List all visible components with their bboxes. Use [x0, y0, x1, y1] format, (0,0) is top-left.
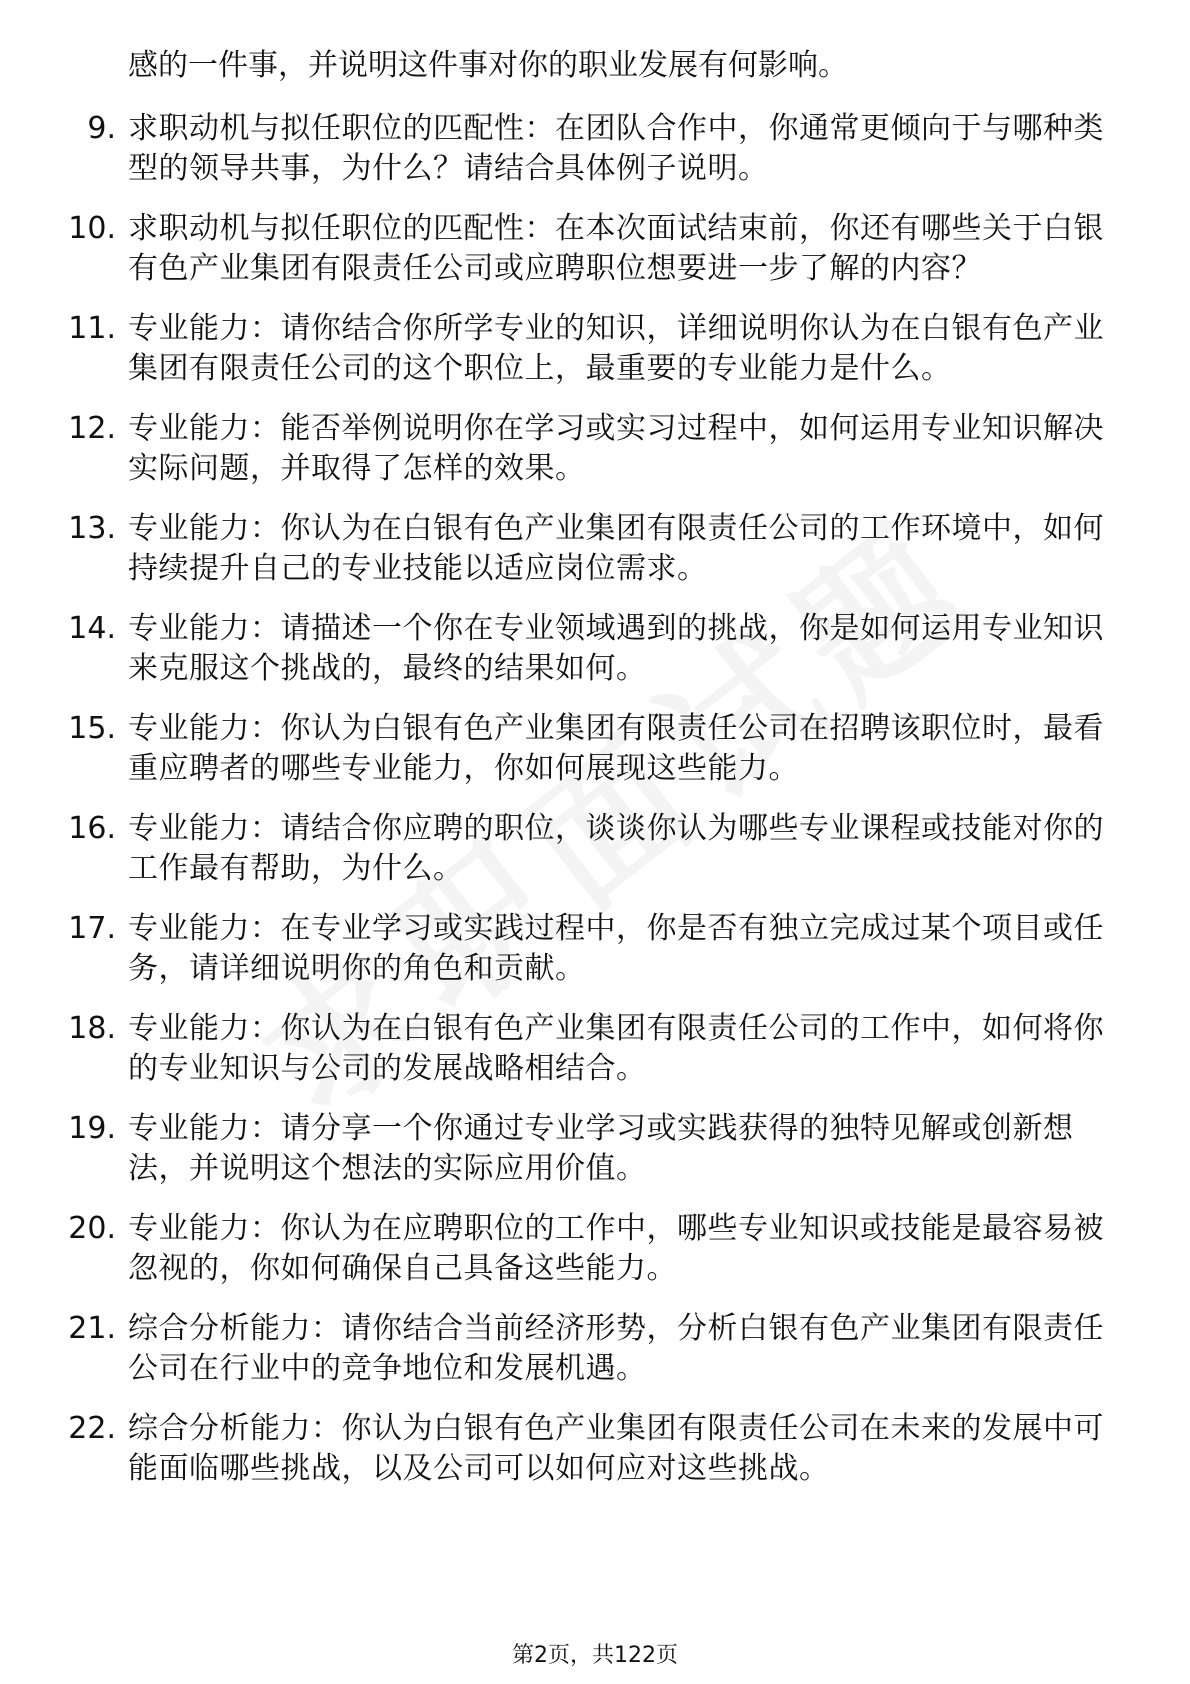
- question-text: 专业能力：你认为在白银有色产业集团有限责任公司的工作中，如何将你的专业知识与公司的发展战略相结合。: [128, 1011, 1104, 1086]
- question-number: 12.: [68, 411, 116, 446]
- question-item-18: [68, 1009, 1118, 1089]
- question-number: 9.: [87, 111, 116, 146]
- question-item-11: [68, 309, 1118, 389]
- question-text: 专业能力：请分享一个你通过专业学习或实践获得的独特见解或创新想法，并说明这个想法的实际应用价值。: [128, 1111, 1074, 1186]
- question-text: 专业能力：你认为在应聘职位的工作中，哪些专业知识或技能是最容易被忽视的，你如何确保自己具备这些能力。: [128, 1211, 1104, 1286]
- question-text: 专业能力：请你结合你所学专业的知识，详细说明你认为在白银有色产业集团有限责任公司的这个职位上，最重要的专业能力是什么。: [128, 311, 1104, 386]
- question-text: 专业能力：你认为白银有色产业集团有限责任公司在招聘该职位时，最看重应聘者的哪些专业能力，你如何展现这些能力。: [128, 711, 1104, 786]
- question-item-12: [68, 409, 1118, 489]
- continuation-text: 感的一件事，并说明这件事对你的职业发展有何影响。: [128, 48, 848, 83]
- question-item-14: [68, 609, 1118, 689]
- question-item-10: [68, 209, 1118, 289]
- question-list: [0, 43, 1190, 1509]
- question-item-21: [68, 1309, 1118, 1389]
- question-number: 16.: [68, 811, 116, 846]
- question-number: 10.: [68, 211, 116, 246]
- question-number: 13.: [68, 511, 116, 546]
- question-number: 15.: [68, 711, 116, 746]
- question-text: 综合分析能力：请你结合当前经济形势，分析白银有色产业集团有限责任公司在行业中的竞争地位和发展机遇。: [128, 1311, 1104, 1386]
- question-number: 11.: [68, 311, 116, 346]
- question-text: 专业能力：在专业学习或实践过程中，你是否有独立完成过某个项目或任务，请详细说明你的角色和贡献。: [128, 911, 1104, 986]
- question-number: 17.: [68, 911, 116, 946]
- question-item-9: [87, 109, 1118, 189]
- question-item-22: [68, 1409, 1118, 1489]
- question-number: 21.: [68, 1311, 116, 1346]
- question-number: 18.: [68, 1011, 116, 1046]
- question-text: 专业能力：请描述一个你在专业领域遇到的挑战，你是如何运用专业知识来克服这个挑战的，最终的结果如何。: [128, 611, 1104, 686]
- question-text: 求职动机与拟任职位的匹配性：在团队合作中，你通常更倾向于与哪种类型的领导共事，为什么？请结合具体例子说明。: [128, 111, 1104, 186]
- question-number: 22.: [68, 1411, 116, 1446]
- question-item-15: [68, 709, 1118, 789]
- question-text: 专业能力：请结合你应聘的职位，谈谈你认为哪些专业课程或技能对你的工作最有帮助，为什么。: [128, 811, 1104, 886]
- question-text: 综合分析能力：你认为白银有色产业集团有限责任公司在未来的发展中可能面临哪些挑战，以及公司可以如何应对这些挑战。: [128, 1411, 1104, 1486]
- question-number: 20.: [68, 1211, 116, 1246]
- question-number: 14.: [68, 611, 116, 646]
- question-text: 求职动机与拟任职位的匹配性：在本次面试结束前，你还有哪些关于白银有色产业集团有限责任公司或应聘职位想要进一步了解的内容？: [128, 211, 1104, 286]
- question-item-16: [68, 809, 1118, 889]
- question-text: 专业能力：能否举例说明你在学习或实习过程中，如何运用专业知识解决实际问题，并取得了怎样的效果。: [128, 411, 1104, 486]
- question-item-20: [68, 1209, 1118, 1289]
- question-item-17: [68, 909, 1118, 989]
- question-item-13: [68, 509, 1118, 589]
- question-item-19: [68, 1109, 1118, 1189]
- question-number: 19.: [68, 1111, 116, 1146]
- question-text: 专业能力：你认为在白银有色产业集团有限责任公司的工作环境中，如何持续提升自己的专业技能以适应岗位需求。: [128, 511, 1104, 586]
- page-number-footer: 第2页，共122页: [512, 1643, 678, 1668]
